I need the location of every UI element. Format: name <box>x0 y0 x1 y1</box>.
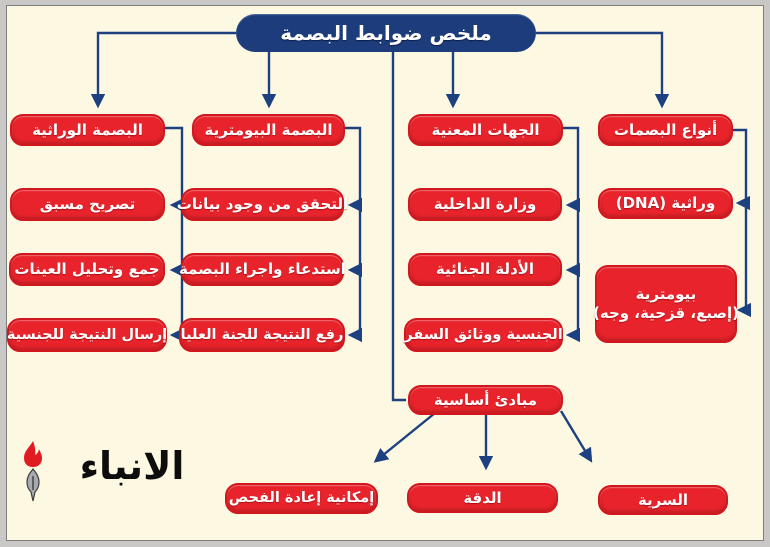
node-confidentiality-label: السرية <box>637 490 689 509</box>
node-collect-analyze-samples-label: جمع وتحليل العينات <box>14 260 160 279</box>
header-fingerprint-types-label: أنواع البصمات <box>613 120 718 139</box>
header-basic-principles-label: مبادئ أساسية <box>433 390 538 409</box>
title-label: ملخص ضوابط البصمة <box>280 21 492 45</box>
node-submit-result-committee-label: رفع النتيجة للجنة العليا <box>180 326 344 343</box>
header-basic-principles <box>408 385 563 415</box>
header-concerned-entities-label: الجهات المعنية <box>431 120 540 139</box>
header-concerned-entities <box>408 114 563 146</box>
header-genetic-fingerprint-label: البصمة الوراثية <box>32 120 143 139</box>
header-genetic-fingerprint <box>10 114 165 146</box>
node-accuracy <box>407 483 558 513</box>
header-fingerprint-types <box>598 114 733 146</box>
torch-flame-icon <box>16 440 50 502</box>
node-collect-analyze-samples <box>9 253 165 286</box>
header-biometric-fingerprint <box>192 114 345 146</box>
node-nationality-travel-documents <box>404 318 563 352</box>
node-genetic-dna <box>598 188 733 219</box>
node-ministry-of-interior-label: وزارة الداخلية <box>433 195 537 214</box>
node-submit-result-committee <box>179 318 345 352</box>
node-ministry-of-interior <box>408 188 562 221</box>
node-criminal-evidence-label: الأدلة الجنائية <box>435 260 535 279</box>
node-summon-perform-fingerprint <box>181 253 344 286</box>
biometric-line2: (إصبع، قزحية، وجه) <box>593 304 739 322</box>
alanba-logo-text: الانباء <box>79 444 185 488</box>
node-recheck-possibility-label: إمكانية إعادة الفحص <box>228 490 375 507</box>
node-prior-permit-label: تصريح مسبق <box>39 195 136 214</box>
node-prior-permit <box>10 188 165 221</box>
node-send-result-nationality <box>7 318 167 352</box>
node-verify-data-exists-label: التحقق من وجود بيانات <box>176 195 349 214</box>
node-criminal-evidence <box>408 253 562 286</box>
title-node <box>236 14 536 52</box>
node-nationality-travel-documents-label: الجنسية ووثائق السفر <box>404 326 563 343</box>
node-summon-perform-fingerprint-label: استدعاء واجراء البصمة <box>179 260 346 279</box>
node-send-result-nationality-label: إرسال النتيجة للجنسية <box>6 326 168 343</box>
node-recheck-possibility <box>225 483 378 514</box>
header-biometric-fingerprint-label: البصمة البيومترية <box>204 120 333 139</box>
node-confidentiality <box>598 485 728 515</box>
node-biometric-finger-iris-face-label <box>593 285 739 323</box>
node-verify-data-exists <box>176 188 349 221</box>
node-genetic-dna-label: وراثية (DNA) <box>615 194 716 213</box>
alanba-newspaper-logo <box>12 438 212 504</box>
biometric-line1: بيومترية <box>635 285 697 304</box>
node-accuracy-label: الدقة <box>463 488 502 507</box>
node-biometric-finger-iris-face <box>595 265 737 343</box>
